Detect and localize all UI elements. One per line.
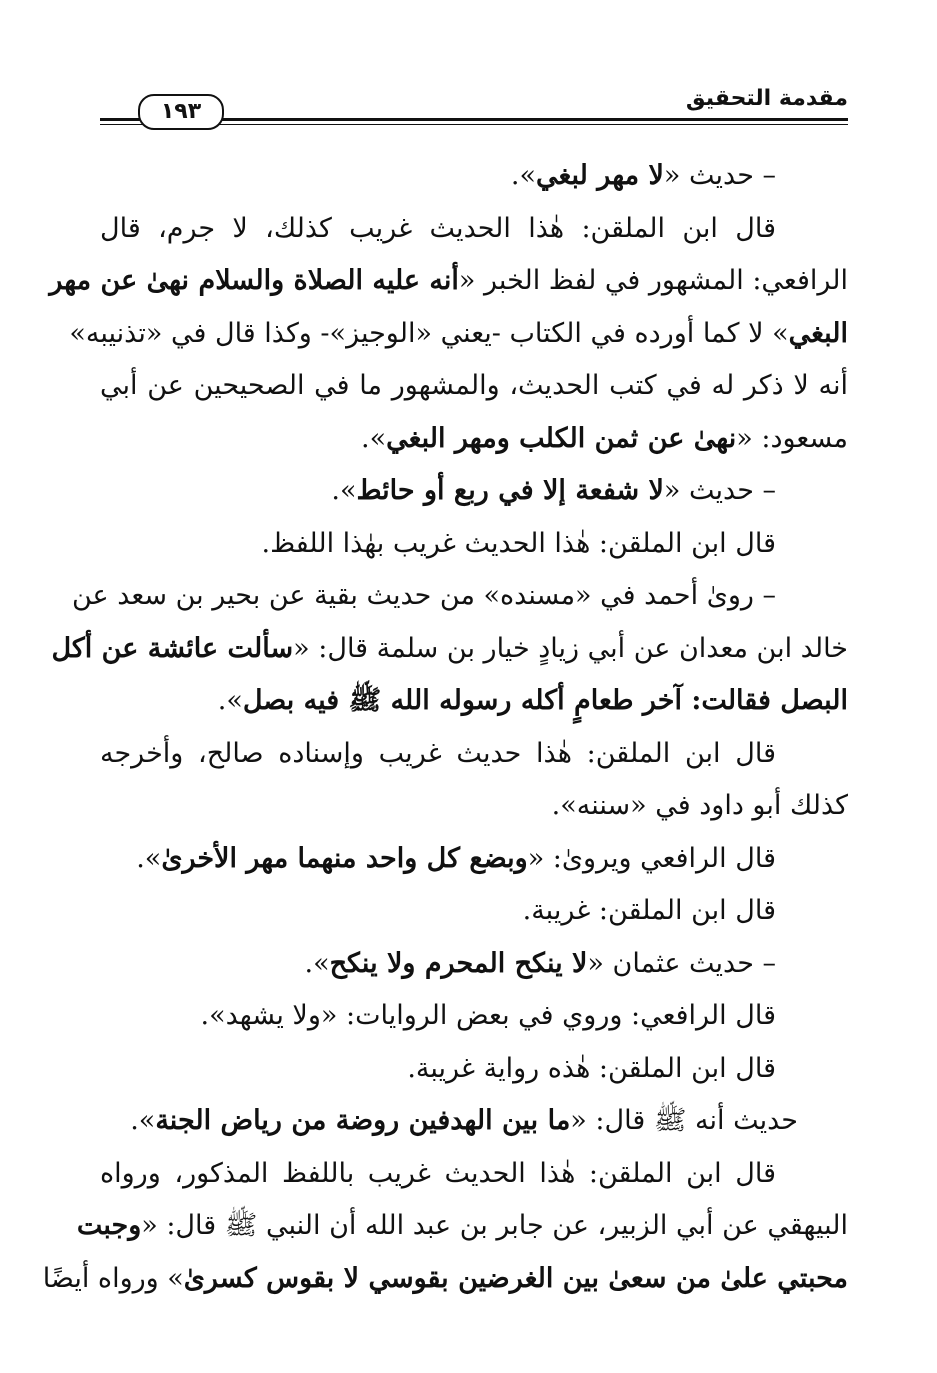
text-line: خالد ابن معدان عن أبي زيادٍ خيار بن سلمة قال: «سألت عائشة عن أكل xyxy=(51,632,848,664)
text-line: قال الرافعي ويروىٰ: «وبضع كل واحد منهما مهر الأخرىٰ». xyxy=(136,842,776,874)
text-line: محبتي علىٰ من سعىٰ بين الغرضين بقوسي لا بقوس كسرىٰ» ورواه أيضًا xyxy=(42,1262,848,1294)
text-line: أنه لا ذكر له في كتب الحديث، والمشهور ما في الصحيحين عن أبي xyxy=(100,370,848,401)
text-line: قال ابن الملقن: هٰذا حديث غريب وإسناده صالح، وأخرجه xyxy=(100,737,776,769)
text-line: – حديث «لا شفعة إلا في ربع أو حائط». xyxy=(331,475,776,506)
text-line: مسعود: «نهىٰ عن ثمن الكلب ومهر البغي». xyxy=(360,422,848,454)
page-header xyxy=(100,80,848,130)
text-line: – حديث «لا مهر لبغي». xyxy=(510,160,776,191)
text-line: قال ابن الملقن: هٰذا الحديث غريب بهٰذا اللفظ. xyxy=(261,527,776,559)
page-body xyxy=(42,150,848,1305)
text-line: قال ابن الملقن: هٰذا الحديث غريب كذلك، لا جرم، قال xyxy=(100,212,776,244)
text-line: قال ابن الملقن: هٰذه رواية غريبة. xyxy=(407,1052,776,1084)
page-number: ١٩٣ xyxy=(138,94,224,130)
text-line: حديث أنه ﷺ قال: «ما بين الهدفين روضة من رياض الجنة». xyxy=(130,1105,798,1136)
text-line: البغي» لا كما أورده في الكتاب -يعني «الوجيز»- وكذا قال في «تذنيبه» xyxy=(69,317,848,349)
text-line: – روىٰ أحمد في «مسنده» من حديث بقية عن بحير بن سعد عن xyxy=(71,580,776,611)
text-line: – حديث عثمان «لا ينكح المحرم ولا ينكح». xyxy=(304,947,776,979)
running-title: مقدمة التحقيق xyxy=(685,86,848,111)
text-line: قال الرافعي: وروي في بعض الروايات: «ولا يشهد». xyxy=(200,1000,776,1031)
text-line: قال ابن الملقن: هٰذا الحديث غريب باللفظ المذكور، ورواه xyxy=(100,1157,776,1189)
text-line: قال ابن الملقن: غريبة. xyxy=(522,895,776,926)
text-line: البيهقي عن أبي الزبير، عن جابر بن عبد الله أن النبي ﷺ قال: «وجبت xyxy=(76,1210,848,1241)
text-line: الرافعي: المشهور في لفظ الخبر «أنه عليه الصلاة والسلام نهىٰ عن مهر xyxy=(49,265,848,296)
text-line: كذلك أبو داود في «سننه». xyxy=(551,790,848,821)
text-line: البصل فقالت: آخر طعامٍ أكله رسوله الله ﷺ فيه بصل». xyxy=(217,685,848,716)
